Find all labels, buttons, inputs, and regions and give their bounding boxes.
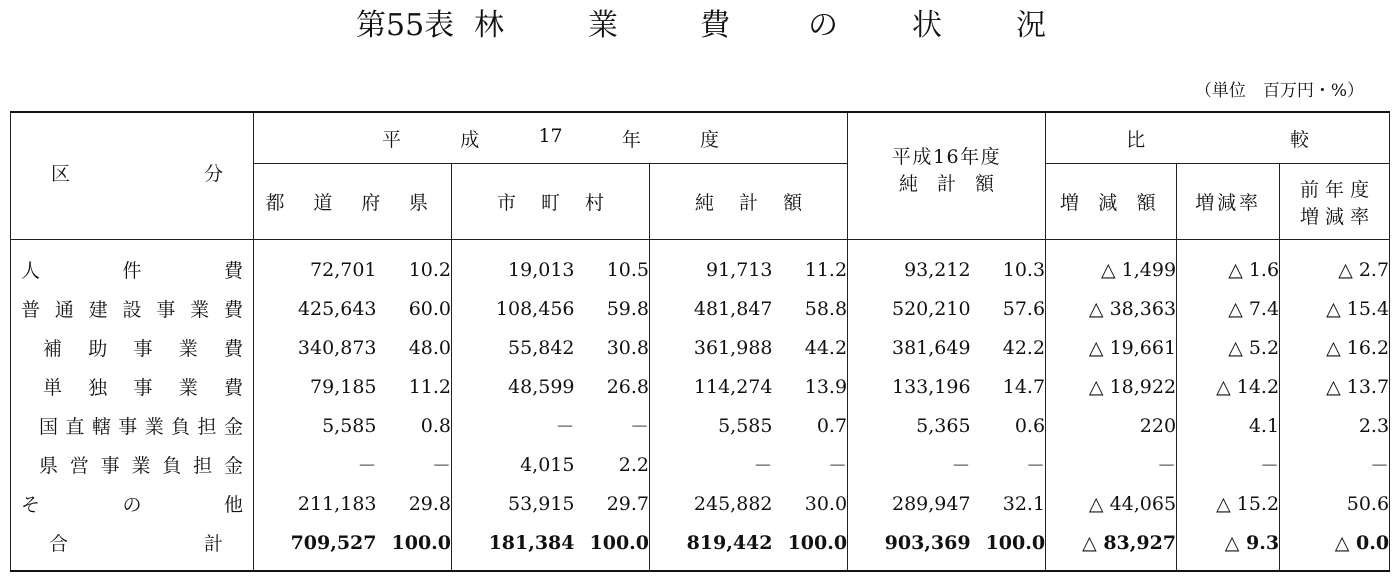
cell-h16-ratio: 10.3 — [971, 240, 1046, 290]
cell-net-ratio: 13.9 — [773, 367, 848, 406]
cell-net-amount: 819,442 — [650, 523, 773, 571]
row-label-char: 事 — [100, 455, 120, 477]
row-label — [11, 367, 254, 406]
row-label-char: 業 — [131, 455, 151, 477]
cell-muni-ratio: 2.2 — [575, 445, 650, 484]
header-h17-char: 17 — [538, 124, 563, 147]
header-net-total: 純 計 額 — [650, 164, 848, 240]
row-label-char: 他 — [223, 494, 243, 516]
table-body — [11, 240, 1390, 572]
cell-prev-rate: △ 0.0 — [1280, 523, 1390, 571]
cell-net-ratio: 58.8 — [773, 289, 848, 328]
row-label-char: 補 — [43, 338, 63, 360]
row-label-char: 助 — [88, 338, 108, 360]
row-label — [11, 445, 254, 484]
header-kubun-char: 分 — [203, 162, 223, 185]
cell-net-ratio: 44.2 — [773, 328, 848, 367]
row-label-char: 轄 — [91, 416, 111, 438]
cell-h16-ratio: － — [971, 445, 1046, 484]
cell-muni-amount: 108,456 — [452, 289, 575, 328]
header-municipalities: 市 町 村 — [452, 164, 650, 240]
cell-net-amount: 5,585 — [650, 406, 773, 445]
table-row — [11, 367, 1390, 406]
cell-prev-rate: △ 13.7 — [1280, 367, 1390, 406]
cell-pref-amount: 72,701 — [254, 240, 377, 290]
header-prev-rate-line2: 増 減 率 — [1300, 205, 1370, 228]
row-label-char: 費 — [223, 338, 243, 360]
cell-h16-amount: 289,947 — [848, 484, 971, 523]
cell-muni-ratio: 10.5 — [575, 240, 650, 290]
cell-h16-ratio: 0.6 — [971, 406, 1046, 445]
row-label-char: 人 — [21, 260, 41, 282]
title-char: 状 — [912, 8, 942, 43]
row-label-char: 業 — [144, 416, 164, 438]
row-label-char: 件 — [122, 260, 142, 282]
header-h16-line1: 平成16年度 — [891, 146, 1002, 168]
cell-pref-ratio: 29.8 — [377, 484, 452, 523]
row-label-char: 金 — [223, 416, 243, 438]
header-h17-char: 平 — [382, 128, 402, 151]
row-label-char: 業 — [178, 377, 198, 399]
cell-pref-amount: 211,183 — [254, 484, 377, 523]
cell-prev-rate: － — [1280, 445, 1390, 484]
cell-muni-ratio: 26.8 — [575, 367, 650, 406]
cell-pref-ratio: 60.0 — [377, 289, 452, 328]
cell-prev-rate: 50.6 — [1280, 484, 1390, 523]
cell-prev-rate: △ 2.7 — [1280, 240, 1390, 290]
cell-prev-rate: △ 15.4 — [1280, 289, 1390, 328]
cell-prev-rate: △ 16.2 — [1280, 328, 1390, 367]
header-h17-char: 年 — [621, 128, 641, 151]
cell-h16-ratio: 42.2 — [971, 328, 1046, 367]
title-char: の — [808, 8, 838, 43]
cell-h16-amount: 520,210 — [848, 289, 971, 328]
cell-diff-amount: △ 1,499 — [1046, 240, 1177, 290]
row-label — [11, 406, 254, 445]
cell-net-amount: 361,988 — [650, 328, 773, 367]
title-char: 費 — [700, 8, 730, 43]
cell-h16-amount: 133,196 — [848, 367, 971, 406]
row-label — [11, 523, 254, 571]
cell-pref-amount: 5,585 — [254, 406, 377, 445]
cell-diff-rate: △ 14.2 — [1177, 367, 1280, 406]
cell-diff-rate: △ 1.6 — [1177, 240, 1280, 290]
row-label-char: 負 — [171, 416, 191, 438]
cell-diff-amount: 220 — [1046, 406, 1177, 445]
row-label-char: 事 — [118, 416, 138, 438]
cell-muni-amount: － — [452, 406, 575, 445]
table-row — [11, 289, 1390, 328]
row-label-char: 営 — [69, 455, 89, 477]
header-h17-char: 成 — [460, 128, 480, 151]
cell-muni-ratio: 100.0 — [575, 523, 650, 571]
header-hikaku-char: 比 — [1126, 128, 1146, 151]
row-label-char: 通 — [54, 299, 74, 321]
row-label-char: 県 — [39, 455, 59, 477]
row-label-char: 建 — [88, 299, 108, 321]
cell-diff-amount: △ 83,927 — [1046, 523, 1177, 571]
cell-h16-ratio: 32.1 — [971, 484, 1046, 523]
cell-net-ratio: 30.0 — [773, 484, 848, 523]
cell-net-amount: － — [650, 445, 773, 484]
row-label-char: 合 — [49, 533, 69, 555]
unit-note: （単位 百万円・%） — [1194, 81, 1364, 101]
row-label-char: 事 — [133, 377, 153, 399]
cell-pref-amount: 709,527 — [254, 523, 377, 571]
table-row — [11, 328, 1390, 367]
header-hikaku — [1046, 112, 1390, 164]
cell-muni-ratio: － — [575, 406, 650, 445]
cell-net-ratio: 100.0 — [773, 523, 848, 571]
cell-pref-ratio: － — [377, 445, 452, 484]
cell-diff-amount: △ 18,922 — [1046, 367, 1177, 406]
table-title — [0, 6, 1400, 46]
cell-diff-amount: △ 44,065 — [1046, 484, 1177, 523]
cell-net-amount: 91,713 — [650, 240, 773, 290]
row-label — [11, 289, 254, 328]
row-label-char: そ — [21, 494, 41, 516]
cell-pref-amount: 79,185 — [254, 367, 377, 406]
cell-h16-ratio: 57.6 — [971, 289, 1046, 328]
row-label-char: 担 — [193, 455, 213, 477]
row-label-char: 担 — [197, 416, 217, 438]
title-char: 況 — [1016, 8, 1046, 43]
header-h16 — [848, 112, 1046, 240]
header-h16-line2: 純 計 額 — [899, 173, 995, 195]
cell-pref-ratio: 48.0 — [377, 328, 452, 367]
header-h17 — [254, 112, 848, 164]
cell-muni-ratio: 59.8 — [575, 289, 650, 328]
row-label-char: 金 — [223, 455, 243, 477]
row-label-char: 費 — [223, 299, 243, 321]
header-diff: 増 減 額 — [1046, 164, 1177, 240]
cell-diff-rate: － — [1177, 445, 1280, 484]
cell-h16-amount: 5,365 — [848, 406, 971, 445]
row-label-char: 事 — [156, 299, 176, 321]
row-label-char: 業 — [178, 338, 198, 360]
cell-pref-ratio: 11.2 — [377, 367, 452, 406]
cell-h16-amount: － — [848, 445, 971, 484]
forestry-expense-table — [10, 111, 1390, 572]
cell-muni-amount: 4,015 — [452, 445, 575, 484]
cell-h16-ratio: 100.0 — [971, 523, 1046, 571]
row-label-char: 普 — [21, 299, 41, 321]
cell-net-amount: 114,274 — [650, 367, 773, 406]
row-label-char: 単 — [43, 377, 63, 399]
row-label-char: 費 — [223, 260, 243, 282]
cell-muni-amount: 55,842 — [452, 328, 575, 367]
cell-net-amount: 481,847 — [650, 289, 773, 328]
header-prev-rate-line1: 前 年 度 — [1300, 178, 1370, 201]
cell-prev-rate: 2.3 — [1280, 406, 1390, 445]
header-prefectures: 都 道 府 県 — [254, 164, 452, 240]
cell-diff-rate: △ 5.2 — [1177, 328, 1280, 367]
cell-muni-ratio: 29.7 — [575, 484, 650, 523]
cell-h16-amount: 93,212 — [848, 240, 971, 290]
row-label-char: 設 — [122, 299, 142, 321]
row-label — [11, 484, 254, 523]
cell-pref-amount: 425,643 — [254, 289, 377, 328]
cell-net-ratio: － — [773, 445, 848, 484]
header-prev-rate — [1280, 164, 1390, 240]
header-hikaku-char: 較 — [1290, 128, 1310, 151]
cell-net-amount: 245,882 — [650, 484, 773, 523]
cell-muni-amount: 181,384 — [452, 523, 575, 571]
table-row — [11, 240, 1390, 290]
cell-diff-rate: 4.1 — [1177, 406, 1280, 445]
row-label-char: 独 — [88, 377, 108, 399]
row-label-char: 計 — [203, 533, 223, 555]
cell-diff-rate: △ 15.2 — [1177, 484, 1280, 523]
cell-pref-ratio: 10.2 — [377, 240, 452, 290]
cell-diff-amount: － — [1046, 445, 1177, 484]
cell-pref-amount: 340,873 — [254, 328, 377, 367]
title-char: 林 — [474, 8, 504, 43]
cell-muni-amount: 19,013 — [452, 240, 575, 290]
row-label — [11, 328, 254, 367]
row-label-char: の — [122, 494, 142, 516]
row-label-char: 国 — [39, 416, 59, 438]
table-row — [11, 406, 1390, 445]
cell-h16-amount: 903,369 — [848, 523, 971, 571]
row-label-char: 費 — [223, 377, 243, 399]
cell-diff-amount: △ 38,363 — [1046, 289, 1177, 328]
row-label-char: 負 — [162, 455, 182, 477]
row-label-char: 業 — [190, 299, 210, 321]
header-kubun — [11, 112, 254, 240]
row-label-char: 直 — [65, 416, 85, 438]
cell-diff-amount: △ 19,661 — [1046, 328, 1177, 367]
header-rate: 増減率 — [1177, 164, 1280, 240]
cell-pref-ratio: 100.0 — [377, 523, 452, 571]
header-kubun-char: 区 — [51, 162, 71, 185]
cell-diff-rate: △ 7.4 — [1177, 289, 1280, 328]
table-row — [11, 484, 1390, 523]
title-prefix: 第55表 — [356, 8, 455, 43]
cell-muni-ratio: 30.8 — [575, 328, 650, 367]
cell-pref-amount: － — [254, 445, 377, 484]
cell-h16-ratio: 14.7 — [971, 367, 1046, 406]
table-row — [11, 445, 1390, 484]
table-row — [11, 523, 1390, 571]
cell-diff-rate: △ 9.3 — [1177, 523, 1280, 571]
cell-net-ratio: 11.2 — [773, 240, 848, 290]
cell-h16-amount: 381,649 — [848, 328, 971, 367]
cell-net-ratio: 0.7 — [773, 406, 848, 445]
cell-pref-ratio: 0.8 — [377, 406, 452, 445]
row-label — [11, 240, 254, 290]
title-char: 業 — [588, 8, 618, 43]
cell-muni-amount: 48,599 — [452, 367, 575, 406]
cell-muni-amount: 53,915 — [452, 484, 575, 523]
row-label-char: 事 — [133, 338, 153, 360]
header-h17-char: 度 — [700, 128, 720, 151]
